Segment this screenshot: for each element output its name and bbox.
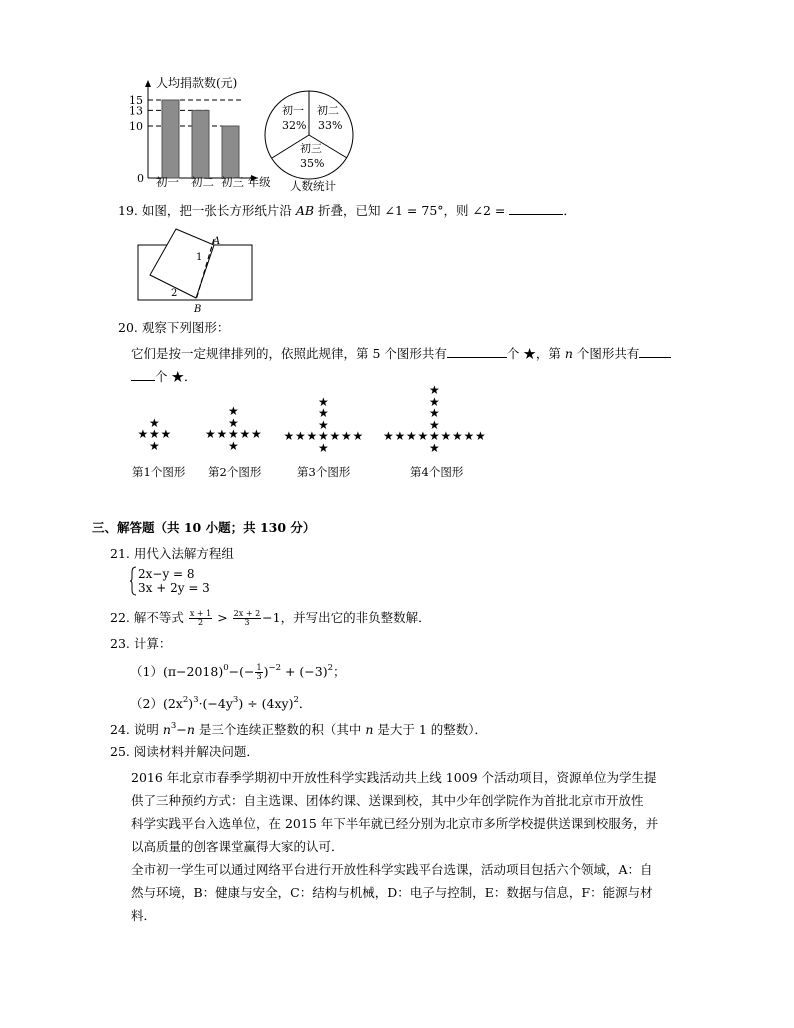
star-icon: ★	[318, 406, 329, 420]
q23-p1-exp3: 2	[327, 663, 334, 673]
star-icon: ★	[394, 429, 406, 443]
star-icon: ★	[429, 440, 440, 455]
pie-caption: 人数统计	[290, 179, 336, 193]
q23-p1-exp0: 0	[223, 663, 229, 673]
q23-part2	[130, 696, 311, 711]
q22-gt: >	[213, 610, 232, 625]
star-icon: ★	[318, 429, 329, 443]
star-icon: ★	[149, 415, 160, 430]
q24-exp3: 3	[170, 721, 177, 731]
q23-p2-e3: 3	[232, 695, 239, 705]
bar-xlabel-3: 初三 年级	[221, 175, 271, 189]
star-icon: ★	[329, 429, 341, 443]
star-icon: ★	[341, 429, 352, 443]
fold-label-a: A	[213, 236, 221, 247]
q23-p1-c: )	[263, 664, 269, 679]
q20-num: 20.	[118, 320, 138, 335]
q23-p1-b: −(−	[228, 664, 255, 679]
y-tick-label: 10	[129, 120, 143, 133]
star-icon: ★	[149, 427, 160, 441]
q20-line1-a: 它们是按一定规律排列的，依照此规律，第 5 个图形共有	[131, 346, 447, 361]
star-icon: ★	[283, 429, 295, 443]
q23-p1-d: + (−3)	[280, 664, 328, 679]
pie-label-1: 初一	[282, 104, 304, 117]
y-tick-label: 13	[129, 104, 143, 118]
q21-eq2: 3x + 2y = 3	[138, 581, 210, 595]
q25-line-2: 供了三种预约方式：自主选课、团体约课、送课到校，其中少年创学院作为首批北京市开放性	[131, 793, 644, 808]
q23-p2-e1: 2	[182, 695, 189, 705]
pie-label-3: 初三	[300, 142, 322, 155]
q25-line-4: 以高质量的创客课堂赢得大家的认可．	[131, 839, 344, 854]
q23-p2-b: )	[188, 696, 194, 711]
q25-line-7: 料．	[131, 908, 157, 923]
star-icon: ★	[228, 415, 239, 430]
q22-text-b: −1，并写出它的非负整数解．	[262, 610, 431, 625]
q24-text-c: 是三个连续正整数的积（其中	[194, 722, 366, 737]
star-icon: ★	[205, 427, 216, 441]
y-tick-label: 15	[129, 94, 143, 107]
star-icon: ★	[239, 427, 251, 441]
q22-f1-den: 2	[198, 618, 204, 627]
pie-label-2: 初二	[317, 104, 339, 117]
q22-num: 22.	[110, 610, 130, 625]
q19-text-end: ．	[563, 203, 576, 218]
pie-pct-2: 33%	[318, 119, 343, 132]
star-icon: ★	[228, 404, 239, 418]
star-icon: ★	[429, 406, 440, 420]
q22-line	[110, 610, 431, 627]
q23-p2-a: (2x	[162, 696, 183, 711]
q22-f2-num: 2x + 2	[233, 609, 261, 618]
q22-fraction-2	[233, 610, 261, 627]
q25-line-3: 科学实践平台入选单位，在 2015 年下半年就已经分别为北京市多所学校提供送课到校服务，并	[131, 816, 659, 831]
star-icon: ★	[318, 417, 329, 432]
q24-text-a: 说明	[133, 722, 163, 737]
q20-var-n: n	[564, 346, 573, 361]
q22-text-a: 解不等式	[133, 610, 188, 625]
pie-pct-3: 35%	[300, 157, 325, 170]
fold-label-2: 2	[171, 288, 178, 299]
section3-heading: 三、解答题（共 10 小题；共 130 分）	[92, 520, 316, 535]
star-icon: ★	[137, 427, 149, 441]
q23-part1	[130, 664, 346, 681]
q24-text-b: −	[176, 722, 187, 737]
q23-p2-c: ·(−4y	[198, 696, 233, 711]
q23-p2-e4: 2	[293, 695, 299, 705]
q23-p1-a: (π−2018)	[162, 664, 224, 679]
star-caption-1: 第1个图形	[132, 465, 186, 479]
fold-label-b: B	[194, 304, 202, 315]
star-icon: ★	[318, 394, 329, 409]
star-icon: ★	[383, 429, 394, 443]
q19-var-ab: AB	[295, 203, 315, 218]
bar-chart-ylabel: 人均捐款数(元)	[156, 76, 238, 90]
q22-f2-den: 3	[244, 618, 250, 627]
q23-p2-label: （2）	[130, 696, 163, 711]
star-icon: ★	[429, 394, 440, 409]
y-tick-label: 0	[137, 172, 144, 185]
q19-text-b: 折叠，已知 ∠1 = 75°，则 ∠2 =	[314, 203, 510, 218]
q21-title-line	[110, 548, 234, 561]
star-icon: ★	[228, 438, 239, 453]
fold-label-1: 1	[196, 252, 203, 263]
q23-p1-label: （1）	[130, 664, 163, 679]
q21-eq1: 2x−y = 8	[138, 567, 195, 581]
q24-var-n2: n	[186, 722, 195, 737]
q24-line	[110, 722, 487, 737]
q23-p1-exp2: −2	[268, 663, 281, 673]
star-icon: ★	[216, 427, 228, 441]
q21-num: 21.	[110, 546, 130, 561]
star-icon: ★	[406, 429, 417, 443]
star-icon: ★	[251, 427, 262, 441]
star-icon: ★	[228, 427, 239, 441]
star-icon: ★	[318, 440, 329, 455]
star-icon: ★	[463, 429, 475, 443]
q25-title-line	[110, 746, 259, 759]
star-patterns	[0, 0, 794, 470]
q24-num: 24.	[110, 722, 130, 737]
q23-p1-fn: 1	[256, 663, 262, 672]
q23-p2-f: ．	[298, 696, 312, 711]
q19-text-a: 如图，把一张长方形纸片沿	[141, 203, 296, 218]
star-icon: ★	[429, 417, 440, 432]
bar-xlabel-1: 初一	[156, 175, 179, 189]
q23-p1-fraction	[255, 664, 262, 681]
q24-var-n1: n	[162, 722, 171, 737]
q23-title: 计算：	[133, 636, 172, 651]
q25-line-5: 全市初一学生可以通过网络平台进行开放性科学实践平台选课，活动项目包括六个领域，A：自	[131, 862, 653, 877]
pie-pct-1: 32%	[282, 119, 307, 132]
star-icon: ★	[417, 429, 429, 443]
q22-fraction-1	[189, 610, 212, 627]
q24-text-d: 是大于 1 的整数）．	[373, 722, 488, 737]
star-icon: ★	[295, 429, 306, 443]
star-icon: ★	[352, 429, 364, 443]
q23-p1-e: ；	[333, 664, 346, 679]
star-icon: ★	[160, 427, 172, 441]
q23-num: 23.	[110, 636, 130, 651]
star-icon: ★	[429, 383, 440, 397]
q23-p2-e2: 3	[193, 695, 199, 705]
star-caption-4: 第4个图形	[410, 465, 464, 479]
q20-title: 观察下列图形：	[141, 320, 230, 335]
q20-line2-b: 个 ★．	[155, 369, 197, 384]
q20-line1-c: 个图形共有	[572, 346, 640, 361]
star-icon: ★	[429, 429, 440, 443]
star-caption-3: 第3个图形	[297, 465, 351, 479]
q25-num: 25.	[110, 744, 130, 759]
star-icon: ★	[306, 429, 318, 443]
q25-line-6: 然与环境，B：健康与安全，C：结构与机械，D：电子与控制，E：数据与信息，F：能源与材	[131, 885, 653, 900]
star-icon: ★	[475, 429, 486, 443]
q22-f1-num: x + 1	[189, 609, 212, 618]
q23-title-line	[110, 638, 171, 651]
star-icon: ★	[452, 429, 463, 443]
star-icon: ★	[440, 429, 452, 443]
q21-text: 用代入法解方程组	[133, 546, 234, 561]
q25-line-1: 2016 年北京市春季学期初中开放性科学实践活动共上线 1009 个活动项目，资源单位为学生提	[131, 770, 657, 785]
q20-line1-b: 个 ★，第	[506, 346, 565, 361]
star-icon: ★	[149, 438, 160, 453]
q23-p1-fd: 3	[256, 672, 262, 681]
q23-p2-d: ) ÷ (4xy)	[238, 696, 294, 711]
q25-title: 阅读材料并解决问题．	[133, 744, 259, 759]
q19-num: 19.	[118, 203, 138, 218]
bar-xlabel-2: 初二	[191, 175, 214, 189]
star-caption-2: 第2个图形	[208, 465, 262, 479]
q24-var-n3: n	[365, 722, 374, 737]
